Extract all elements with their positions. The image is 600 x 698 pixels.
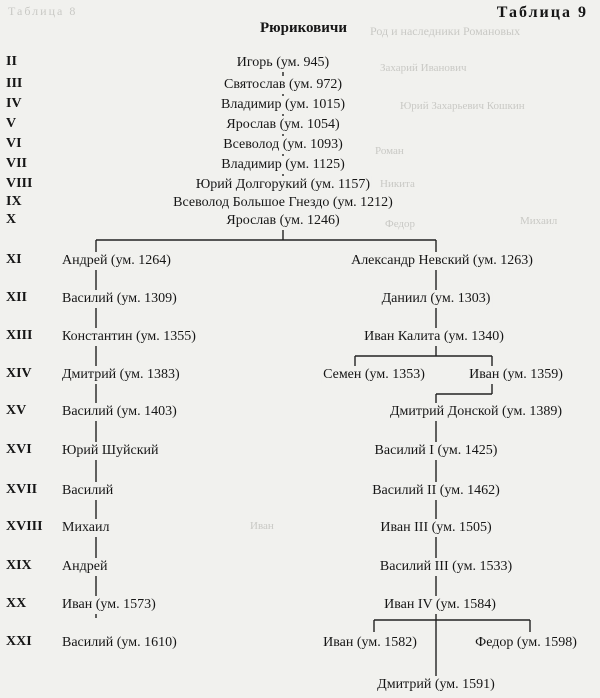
person-node: Иван (ум. 1359) [469,367,563,382]
generation-numeral: VI [6,136,22,151]
person-node: Иван Калита (ум. 1340) [364,329,504,344]
generation-numeral: II [6,54,17,69]
generation-numeral: XVII [6,482,38,497]
bleed-text: Таблица 8 [8,4,78,18]
person-node: Владимир (ум. 1125) [221,157,345,172]
generation-numeral: V [6,116,17,131]
bleed-text: Род и наследники Романовых [370,24,521,38]
generation-numeral: XIII [6,328,33,343]
person-node: Владимир (ум. 1015) [220,97,346,112]
generation-numeral: IV [6,96,22,111]
person-node: Василий I (ум. 1425) [374,443,498,458]
generation-numeral: VIII [6,176,33,191]
person-node: Андрей [62,559,108,574]
person-node: Всеволод Большое Гнездо (ум. 1212) [173,195,393,210]
person-node: Федор (ум. 1598) [475,635,577,650]
bleed-text: Юрий Захарьевич Кошкин [400,100,525,112]
person-node: Василий II (ум. 1462) [372,483,500,498]
generation-numeral: XVIII [6,519,43,534]
person-node: Семен (ум. 1353) [323,367,425,382]
table-label: Таблица 9 [496,4,588,21]
person-node: Даниил (ум. 1303) [381,291,491,306]
person-node: Иван (ум. 1573) [62,597,156,612]
person-node: Ярослав (ум. 1246) [226,213,340,228]
generation-numeral: VII [6,156,28,171]
bleed-text: Федор [385,218,416,230]
person-node: Василий (ум. 1403) [62,404,177,419]
person-node: Василий (ум. 1309) [62,291,177,306]
person-node: Дмитрий (ум. 1591) [377,677,495,692]
person-node: Юрий Долгорукий (ум. 1157) [195,177,371,192]
person-node: Иван IV (ум. 1584) [384,597,496,612]
generation-numeral: XV [6,403,27,418]
person-node: Всеволод (ум. 1093) [223,137,343,152]
person-node: Ярослав (ум. 1054) [226,117,340,132]
generation-numeral: X [6,212,17,227]
bleed-text: Никита [380,178,415,190]
person-node: Дмитрий (ум. 1383) [62,367,180,382]
person-node: Иван (ум. 1582) [323,635,417,650]
bleed-text: Михаил [520,215,558,227]
generation-numeral: XI [6,252,22,267]
bleed-text: Захарий Иванович [380,62,467,74]
generation-numeral: XXI [6,634,32,649]
person-node: Василий III (ум. 1533) [379,559,513,574]
person-node: Андрей (ум. 1264) [62,253,171,268]
generation-numeral: XX [6,596,27,611]
generation-numeral: XII [6,290,28,305]
page-title: Рюриковичи [260,20,348,36]
bleed-text: Иван [250,520,274,532]
person-node: Константин (ум. 1355) [62,329,196,344]
generation-numeral: XIV [6,366,32,381]
generation-numeral: III [6,76,23,91]
person-node: Василий [62,483,114,498]
generation-numeral: XIX [6,558,32,573]
person-node: Святослав (ум. 972) [223,77,343,92]
person-node: Михаил [62,520,110,535]
person-node: Игорь (ум. 945) [236,55,330,70]
generation-numeral: IX [6,194,22,209]
person-node: Юрий Шуйский [62,443,159,458]
person-node: Иван III (ум. 1505) [380,520,492,535]
generation-numeral: XVI [6,442,32,457]
person-node: Василий (ум. 1610) [62,635,177,650]
bleed-text: Роман [375,145,404,157]
person-node: Дмитрий Донской (ум. 1389) [389,404,563,419]
person-node: Александр Невский (ум. 1263) [351,253,533,268]
